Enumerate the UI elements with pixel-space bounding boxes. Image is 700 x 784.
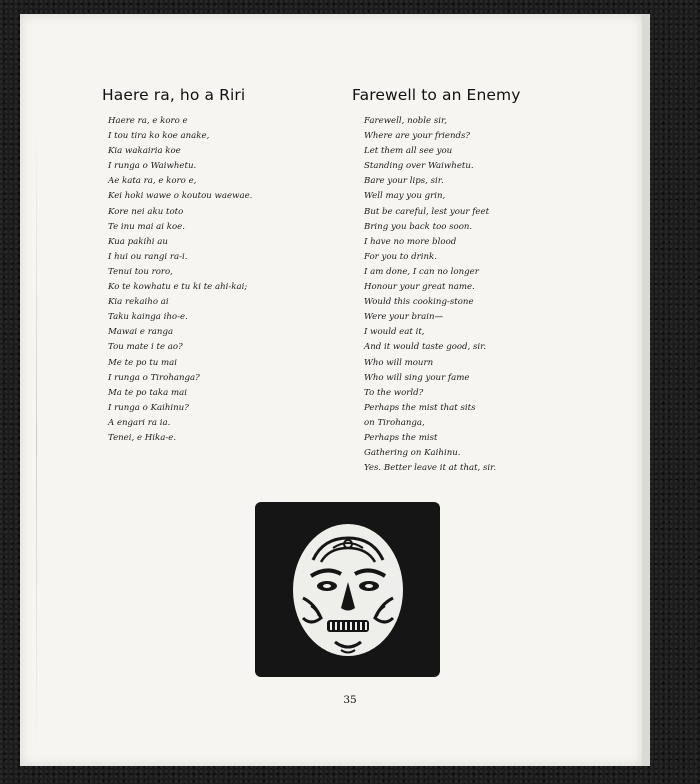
poem-line: I hui ou rangi ra-i.	[108, 251, 188, 262]
poem-line: Kia wakairia koe	[108, 146, 181, 157]
poem-line: I would eat it,	[364, 327, 425, 338]
poem-line: Gathering on Kaihinu.	[364, 448, 461, 459]
poem-line: But be careful, lest your feet	[364, 206, 490, 217]
poem-line: Who will sing your fame	[364, 372, 470, 383]
maori-poem	[102, 86, 332, 446]
poem-line: Yes. Better leave it at that, sir.	[364, 463, 497, 474]
poem-line: Me te po tu mai	[108, 357, 178, 368]
poem-line: Standing over Waiwhetu.	[364, 161, 474, 172]
poem-line: Would this cooking-stone	[364, 297, 474, 308]
poem-line: Who will mourn	[364, 357, 434, 368]
poem-line: Let them all see you	[364, 146, 453, 157]
poem-line: Tenui tou roro,	[108, 266, 173, 277]
page-edge	[642, 14, 650, 766]
poem-line: I have no more blood	[364, 236, 457, 247]
poem-line: Kore nei aku toto	[108, 206, 184, 217]
poem-line: Kia rekaiho ai	[108, 297, 169, 308]
page-number: 35	[343, 694, 357, 706]
poem-line: Kua pakihi au	[108, 236, 168, 247]
poem-line: Haere ra, e koro e	[108, 116, 188, 126]
poem-line: Mawai e ranga	[108, 327, 174, 338]
poem-line: Ae kata ra, e koro e,	[108, 176, 197, 187]
poem-line: I runga o Kaihinu?	[108, 402, 189, 413]
maori-poem-title: Haere ra, ho a Riri	[102, 86, 246, 104]
maori-poem-lines	[102, 114, 332, 446]
poem-line: Bring you back too soon.	[364, 221, 473, 232]
moko-face-icon	[255, 502, 440, 677]
poem-line: Perhaps the mist that sits	[364, 402, 476, 413]
poem-line: on Tirohanga,	[364, 417, 425, 428]
poem-line: Farewell, noble sir,	[364, 116, 447, 126]
poem-line: I runga o Waiwhetu.	[108, 161, 197, 172]
poem-line: Perhaps the mist	[364, 432, 438, 443]
poem-line: Well may you grin,	[364, 191, 446, 202]
poem-line: Te inu mai ai koe.	[108, 221, 185, 232]
poem-line: Tenei, e Hika-e.	[108, 432, 177, 443]
english-poem-lines	[350, 114, 600, 476]
poem-line: I tou tira ko koe anake,	[108, 131, 210, 142]
poem-line: I am done, I can no longer	[364, 266, 479, 277]
poem-line: Kei hoki wawe o koutou waewae.	[108, 191, 253, 202]
poem-line: Taku kainga iho-e.	[108, 312, 188, 323]
poem-line: Bare your lips, sir.	[364, 176, 444, 187]
poem-line: Ma te po taka mai	[108, 387, 187, 398]
moko-face-illustration	[255, 502, 440, 677]
poem-line: Where are your friends?	[364, 131, 471, 142]
page-crease	[36, 120, 37, 760]
poem-line: For you to drink.	[364, 251, 437, 262]
poem-line: Ko te kowhatu e tu ki te ahi-kai;	[108, 282, 248, 293]
poem-line: And it would taste good, sir.	[364, 342, 487, 353]
english-poem	[350, 86, 600, 476]
poem-line: Honour your great name.	[364, 282, 475, 293]
poem-line: A engari ra ia.	[108, 417, 171, 428]
poem-line: To the world?	[364, 387, 424, 398]
english-poem-title: Farewell to an Enemy	[352, 86, 521, 104]
poem-line: I runga o Tirohanga?	[108, 372, 200, 383]
poem-line: Were your brain—	[364, 312, 444, 323]
poem-line: Tou mate i te ao?	[108, 342, 183, 353]
